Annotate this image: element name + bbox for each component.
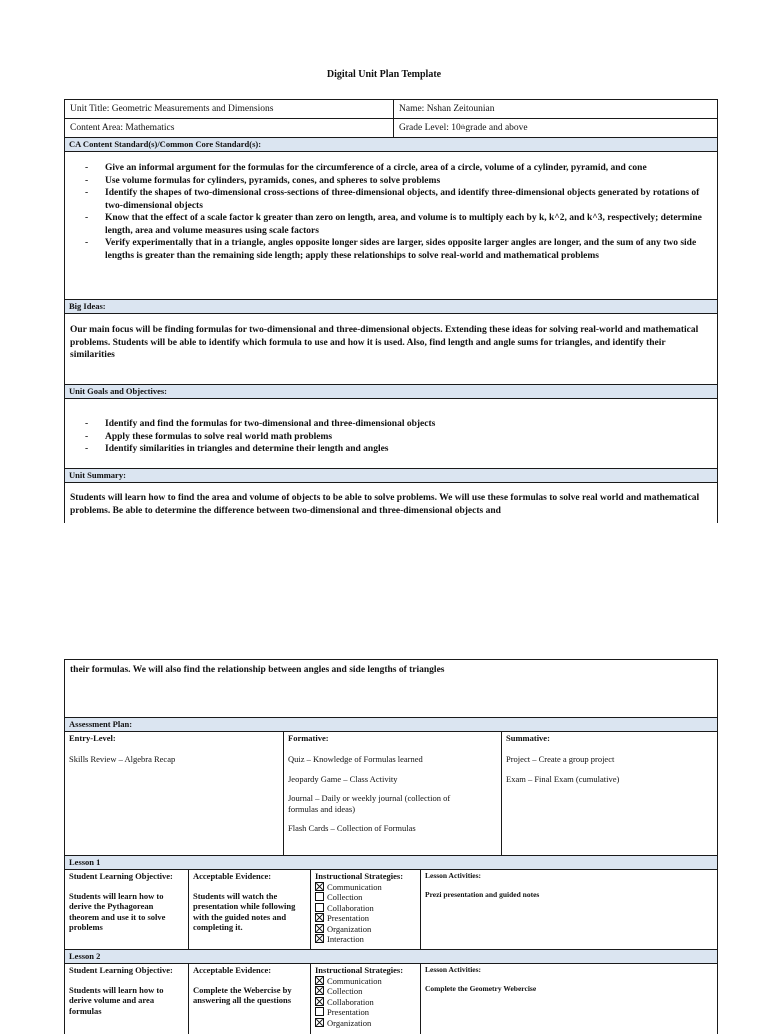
assessment-body xyxy=(64,732,718,856)
strategy-option[interactable] xyxy=(315,903,416,914)
grade-level xyxy=(393,119,719,137)
strategy-option[interactable] xyxy=(315,997,416,1008)
activities-heading: Lesson Activities: xyxy=(425,871,482,880)
lesson-1-evidence-cell xyxy=(188,870,310,949)
activities-heading: Lesson Activities: xyxy=(425,965,482,974)
grade-level-prefix: Grade Level: 10 xyxy=(399,123,461,133)
lesson-2-label-row xyxy=(64,950,718,964)
lesson-1-label: Lesson 1 xyxy=(65,856,717,869)
standard-item: - Know that the effect of a scale factor k greater than zero on length, area, and volume is to multiply each by k, k^2, and k^3, respectively; determine length, area and volume measures using scale factors xyxy=(85,212,717,237)
summative-column xyxy=(501,732,719,855)
summary-text-part1: Students will learn how to find the area and volume of objects to be able to solve problems. We will use these formulas to solve real world and mathematical problems. Be able to determine the difference between two-dimensional and three-dimensional objects and xyxy=(70,493,700,516)
summative-heading: Summative: xyxy=(506,733,550,743)
checked-box-icon[interactable] xyxy=(315,924,324,933)
grade-level-sup: th xyxy=(460,125,466,131)
checked-box-icon[interactable] xyxy=(315,934,324,943)
entry-level-item: Skills Review – Algebra Recap xyxy=(69,754,176,764)
goals-list xyxy=(65,418,717,456)
lesson-2-objective: Students will learn how to derive volume and area formulas xyxy=(69,984,164,1016)
formative-item: Flash Cards – Collection of Formulas xyxy=(288,823,416,833)
goal-item: - Identify and find the formulas for two-dimensional and three-dimensional objects xyxy=(85,418,717,431)
checked-box-icon[interactable] xyxy=(315,1018,324,1027)
checked-box-icon[interactable] xyxy=(315,997,324,1006)
strategy-label: Communication xyxy=(327,881,382,892)
document-title: Digital Unit Plan Template xyxy=(326,69,442,80)
strategy-label: Collection xyxy=(327,986,363,996)
unchecked-box-icon[interactable] xyxy=(315,903,324,912)
lesson-1-label-row xyxy=(64,856,718,870)
standards-list xyxy=(65,162,717,262)
strategy-label: Presentation xyxy=(327,1007,370,1017)
big-ideas-label-row xyxy=(64,300,718,314)
big-ideas-text: Our main focus will be finding formulas for two-dimensional and three-dimensional objects. Extending these ideas for solving real-world and mathematical problems. Students will be able to identify which formula to use and how it is used. Also, find length and angle sums for triangles, and identify their similarities xyxy=(70,325,699,360)
summary-label: Unit Summary: xyxy=(65,469,717,482)
strategy-label: Organization xyxy=(327,1017,372,1028)
summary-label-row xyxy=(64,469,718,483)
goal-item: - Apply these formulas to solve real world math problems xyxy=(85,431,717,444)
goals-body xyxy=(64,399,718,469)
strategy-option[interactable] xyxy=(315,976,416,987)
strategy-option[interactable] xyxy=(315,1018,416,1029)
entry-level-heading: Entry-Level: xyxy=(69,733,116,743)
assessment-label: Assessment Plan: xyxy=(65,718,717,731)
lesson-2-evidence: Complete the Webercise by answering all the questions xyxy=(193,984,292,1005)
summary-text-part2: their formulas. We will also find the relationship between angles and side lengths of triangles xyxy=(70,665,445,675)
standards-label-row xyxy=(64,138,718,152)
strategy-label: Organization xyxy=(327,923,372,934)
lesson-1-objective-cell xyxy=(65,870,188,949)
strategy-label: Communication xyxy=(327,975,382,986)
goals-label: Unit Goals and Objectives: xyxy=(65,385,717,398)
standards-label: CA Content Standard(s)/Common Core Standard(s): xyxy=(65,138,717,151)
goals-label-row xyxy=(64,385,718,399)
entry-level-column xyxy=(65,732,283,855)
formative-heading: Formative: xyxy=(288,733,329,743)
summary-body-page1 xyxy=(64,483,718,523)
summative-item: Exam – Final Exam (cumulative) xyxy=(506,773,620,784)
checked-box-icon[interactable] xyxy=(315,976,324,985)
strategy-label: Collection xyxy=(327,892,363,902)
formative-item: Jeopardy Game – Class Activity xyxy=(288,773,398,784)
standard-item: - Verify experimentally that in a triangle, angles opposite longer sides are larger, sides opposite larger angles are longer, and the sum of any two side lengths is greater than the remaining side length; apply these relationships to solve real-world and mathematical problems xyxy=(85,237,717,262)
summary-body-page2 xyxy=(64,659,718,718)
strategies-heading: Instructional Strategies: xyxy=(315,965,404,975)
objective-heading: Student Learning Objective: xyxy=(69,871,173,881)
checked-box-icon[interactable] xyxy=(315,986,324,995)
lesson-1-activities-cell xyxy=(420,870,719,949)
big-ideas-body xyxy=(64,314,718,385)
unit-title: Unit Title: Geometric Measurements and Dimensions xyxy=(70,104,274,114)
objective-heading: Student Learning Objective: xyxy=(69,965,173,975)
formative-item: Journal – Daily or weekly journal (collection of formulas and ideas) xyxy=(288,793,451,814)
summative-item: Project – Create a group project xyxy=(506,754,615,764)
lesson-1-evidence: Students will watch the presentation while following with the guided notes and completing it. xyxy=(193,890,296,932)
strategy-label: Collaboration xyxy=(327,996,374,1007)
strategy-option[interactable] xyxy=(315,882,416,893)
grade-level-suffix: grade and above xyxy=(465,123,528,133)
lesson-1-activities: Prezi presentation and guided notes xyxy=(425,889,540,899)
lesson-2-label: Lesson 2 xyxy=(65,950,717,963)
lesson-2-activities: Complete the Geometry Webercise xyxy=(425,983,537,993)
standard-item: - Give an informal argument for the formulas for the circumference of a circle, area of a circle, volume of a cylinder, pyramid, and cone xyxy=(85,162,717,175)
unchecked-box-icon[interactable] xyxy=(315,1007,324,1016)
strategy-option[interactable] xyxy=(315,913,416,924)
strategy-option[interactable] xyxy=(315,934,416,945)
goal-item: - Identify similarities in triangles and determine their length and angles xyxy=(85,443,717,456)
author-name: Name: Nshan Zeitounian xyxy=(393,100,719,118)
unit-title-row xyxy=(64,99,718,119)
formative-column xyxy=(283,732,501,855)
lesson-1-body xyxy=(64,870,718,950)
content-area-row xyxy=(64,119,718,138)
evidence-heading: Acceptable Evidence: xyxy=(193,965,272,975)
checked-box-icon[interactable] xyxy=(315,882,324,891)
lesson-1-strategies-cell xyxy=(310,870,420,949)
standard-item: - Use volume formulas for cylinders, pyramids, cones, and spheres to solve problems xyxy=(85,175,717,188)
lesson-2-strategies-list xyxy=(315,976,416,1029)
lesson-1-objective: Students will learn how to derive the Pythagorean theorem and use it to solve problems xyxy=(69,890,166,932)
strategy-option[interactable] xyxy=(315,892,416,903)
strategy-label: Interaction xyxy=(327,934,364,944)
checked-box-icon[interactable] xyxy=(315,913,324,922)
standards-body xyxy=(64,152,718,300)
formative-item: Quiz – Knowledge of Formulas learned xyxy=(288,754,423,764)
strategy-option[interactable] xyxy=(315,1007,416,1018)
strategy-option[interactable] xyxy=(315,924,416,935)
strategies-heading: Instructional Strategies: xyxy=(315,871,404,881)
assessment-label-row xyxy=(64,718,718,732)
big-ideas-label: Big Ideas: xyxy=(65,300,717,313)
content-area: Content Area: Mathematics xyxy=(70,123,175,133)
lesson-1-strategies-list xyxy=(315,882,416,945)
evidence-heading: Acceptable Evidence: xyxy=(193,871,272,881)
strategy-label: Presentation xyxy=(327,913,370,923)
strategy-label: Collaboration xyxy=(327,902,374,913)
standard-item: - Identify the shapes of two-dimensional cross-sections of three-dimensional objects, and identify three-dimensional objects generated by rotations of two-dimensional objects xyxy=(85,187,717,212)
strategy-option[interactable] xyxy=(315,986,416,997)
unchecked-box-icon[interactable] xyxy=(315,892,324,901)
document-page-2 xyxy=(0,655,768,1028)
